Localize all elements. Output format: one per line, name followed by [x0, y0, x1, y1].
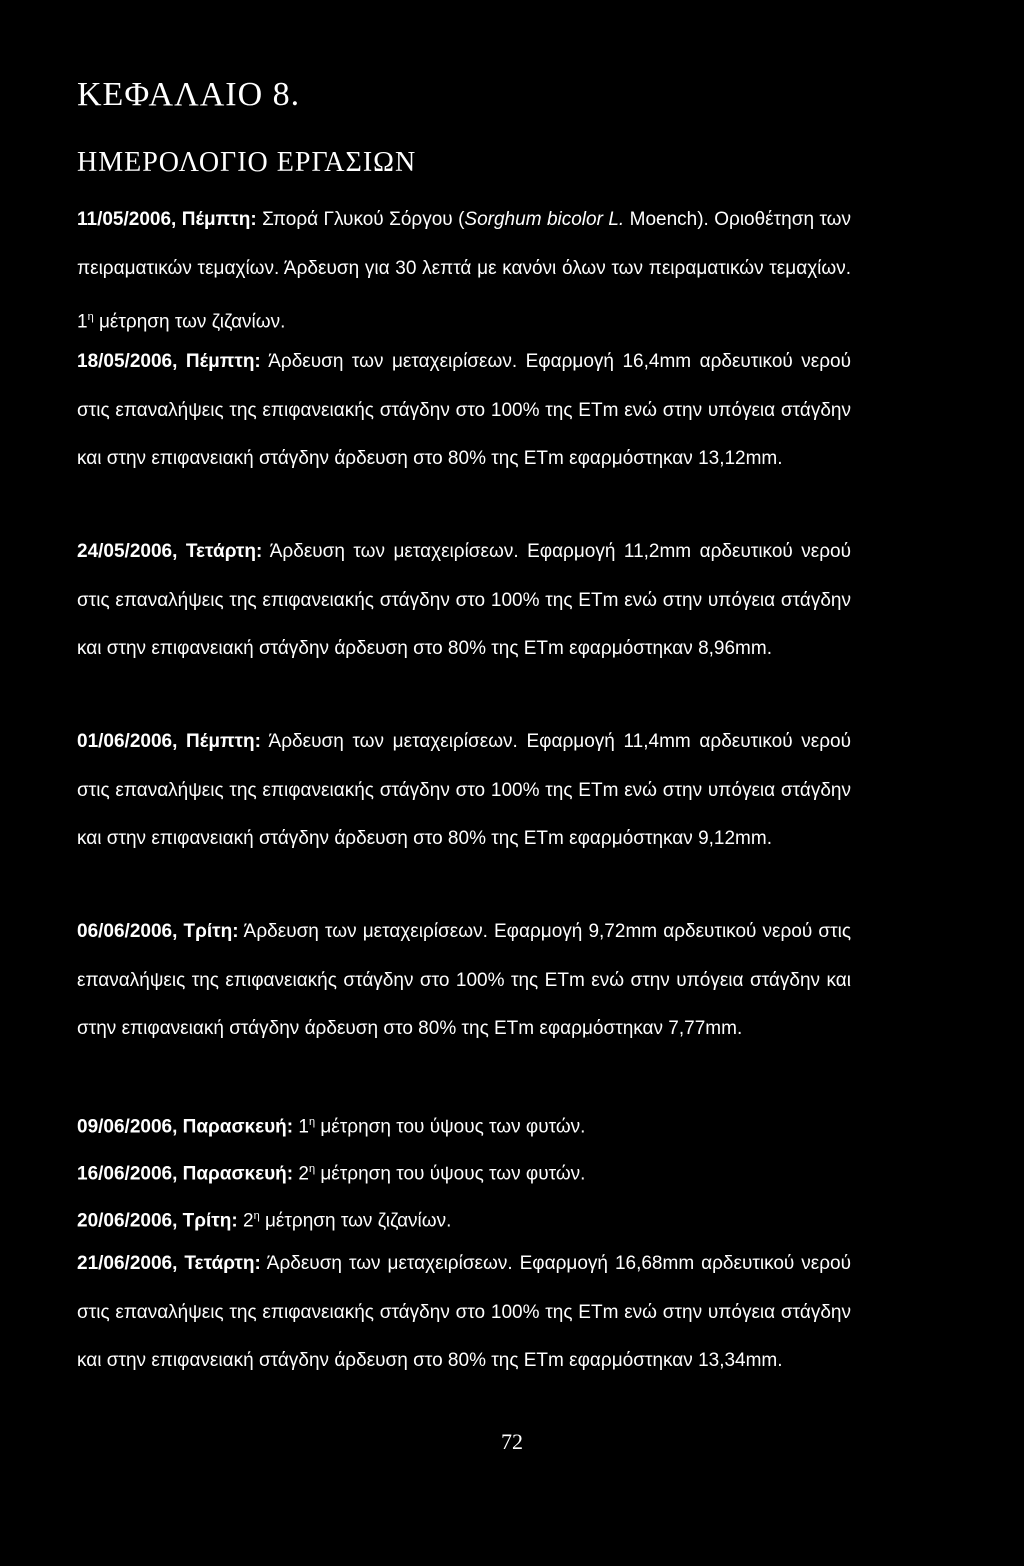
- entry-weekday: Τετάρτη:: [185, 541, 263, 562]
- ordinal-superscript: η: [87, 311, 94, 323]
- entry-date: 18/05/2006,: [77, 351, 178, 372]
- entry-weekday: Πέμπτη:: [181, 209, 257, 230]
- log-entry-2006-06-01: [77, 718, 851, 864]
- entry-weekday: Πέμπτη:: [186, 731, 261, 752]
- entry-date: 11/05/2006,: [77, 209, 177, 230]
- entry-text: μέτρηση των ζιζανίων.: [259, 1210, 452, 1232]
- entry-text: 1: [293, 1116, 309, 1138]
- log-entry-2006-05-24: [77, 528, 851, 674]
- log-entry-2006-06-20: [77, 1192, 851, 1246]
- entry-date: 24/05/2006,: [77, 541, 178, 562]
- entry-text: Moench). Οριοθέτηση των πειραματικών τεμαχίων. Άρδευση για 30 λεπτά με κανόνι όλων των πειραματικών τεμαχίων. 1: [77, 209, 852, 333]
- chapter-title: ΚΕΦΑΛΑΙΟ 8.: [77, 76, 301, 113]
- entry-text: Άρδευση των μεταχειρίσεων. Εφαρμογή 16,68mm αρδευτικού νερού στις επαναλήψεις της επιφανειακής στάγδην στο 100% της ETm ενώ στην υπόγεια στάγδην και στην επιφανειακή στάγδην άρδευση στο 80% της ETm εφαρμόστηκαν 13,34mm.: [77, 1253, 852, 1371]
- entry-weekday: Παρασκευή:: [182, 1163, 294, 1185]
- entry-text: Άρδευση των μεταχειρίσεων. Εφαρμογή 11,2mm αρδευτικού νερού στις επαναλήψεις της επιφανειακής στάγδην στο 100% της ETm ενώ στην υπόγεια στάγδην και στην επιφανειακή στάγδην άρδευση στο 80% της ETm εφαρμόστηκαν 8,96mm.: [77, 541, 851, 659]
- ordinal-superscript: η: [308, 1116, 316, 1128]
- log-entry-2006-06-21: [77, 1240, 851, 1386]
- species-name: Sorghum bicolor L.: [464, 209, 625, 230]
- entry-text: 2: [237, 1210, 254, 1232]
- entry-text: 2: [293, 1163, 309, 1185]
- log-entry-2006-06-06: [77, 908, 851, 1054]
- entry-date: 20/06/2006,: [77, 1210, 178, 1232]
- ordinal-superscript: η: [308, 1163, 316, 1175]
- entry-weekday: Τρίτη:: [182, 1210, 238, 1232]
- entry-date: 09/06/2006,: [77, 1116, 178, 1138]
- entry-text: μέτρηση του ύψους των φυτών.: [315, 1163, 586, 1185]
- entry-weekday: Τετάρτη:: [184, 1253, 261, 1274]
- entry-weekday: Τρίτη:: [183, 921, 239, 942]
- entry-text: Άρδευση των μεταχειρίσεων. Εφαρμογή 16,4mm αρδευτικού νερού στις επαναλήψεις της επιφανειακής στάγδην στο 100% της ETm ενώ στην υπόγεια στάγδην και στην επιφανειακή στάγδην άρδευση στο 80% της ETm εφαρμόστηκαν 13,12mm.: [77, 351, 851, 469]
- entry-date: 01/06/2006,: [77, 731, 178, 752]
- entry-weekday: Πέμπτη:: [185, 351, 261, 372]
- entry-text: Άρδευση των μεταχειρίσεων. Εφαρμογή 9,72mm αρδευτικού νερού στις επαναλήψεις της επιφανειακής στάγδην στο 100% της ETm ενώ στην υπόγεια στάγδην και στην επιφανειακή στάγδην άρδευση στο 80% της ETm εφαρμόστηκαν 7,77mm.: [77, 921, 851, 1039]
- entry-text: Σπορά Γλυκού Σόργου (: [256, 209, 465, 230]
- page-number: 72: [501, 1429, 523, 1454]
- entry-date: 16/06/2006,: [77, 1163, 178, 1185]
- entry-text: Άρδευση των μεταχειρίσεων. Εφαρμογή 11,4mm αρδευτικού νερού στις επαναλήψεις της επιφανειακής στάγδην στο 100% της ETm ενώ στην υπόγεια στάγδην και στην επιφανειακή στάγδην άρδευση στο 80% της ETm εφαρμόστηκαν 9,12mm.: [77, 731, 851, 849]
- log-entry-2006-05-18: [77, 338, 851, 484]
- section-title: ΗΜΕΡΟΛΟΓΙΟ ΕΡΓΑΣΙΩΝ: [77, 147, 417, 178]
- ordinal-superscript: η: [253, 1210, 260, 1222]
- log-entry-2006-06-09: [77, 1098, 851, 1152]
- entry-date: 21/06/2006,: [77, 1253, 178, 1274]
- entry-text: μέτρηση του ύψους των φυτών.: [315, 1116, 586, 1138]
- log-entry-2006-06-16: [77, 1145, 851, 1199]
- entry-text: μέτρηση των ζιζανίων.: [93, 311, 286, 333]
- entry-weekday: Παρασκευή:: [182, 1116, 294, 1138]
- log-entry-2006-05-11: [77, 196, 851, 347]
- entry-date: 06/06/2006,: [77, 921, 178, 942]
